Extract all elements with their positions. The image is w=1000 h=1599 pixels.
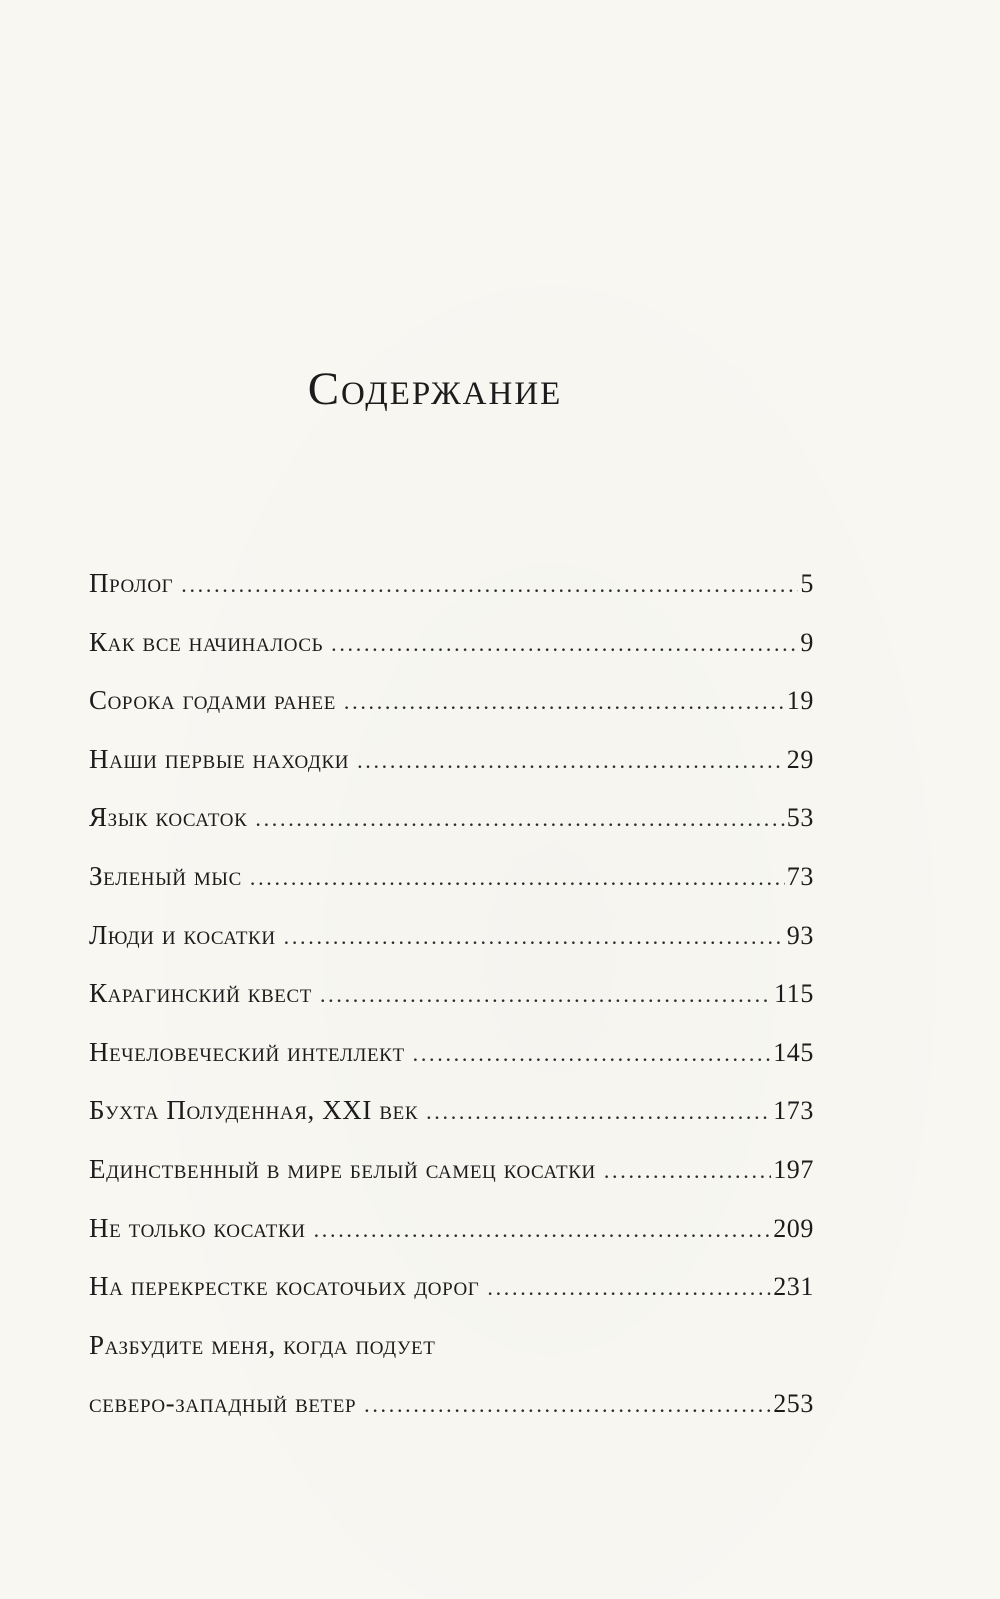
dot-leader [604,1158,771,1184]
toc-entry-title: Как все начиналось [89,626,324,657]
toc-entry-title: Нечеловеческий интеллект [89,1036,405,1067]
dot-leader [357,748,785,774]
toc-entry-title: Сорока годами ранее [89,685,336,716]
toc-entry-title: Зеленый мыс [89,860,242,891]
toc-entry-page: 29 [786,744,814,774]
toc-entry-page: 93 [786,920,814,950]
toc-entry [89,861,814,920]
toc-entry-page: 145 [773,1037,814,1067]
toc-entry-title: Единственный в мире белый самец косатки [89,1153,596,1184]
toc-entry [89,1213,814,1272]
toc-entry-page: 19 [786,686,814,716]
toc-entry-page: 197 [773,1154,814,1184]
toc-entry [89,920,814,979]
toc-entry-page: 209 [773,1213,814,1243]
toc-entry-title: На перекрестке косаточьих дорог [89,1271,480,1302]
toc-entry [89,627,814,686]
toc-entry [89,1271,814,1330]
toc-entry-page: 253 [773,1389,814,1419]
toc-entry-title: Пролог [89,568,174,598]
toc-entry-title-line2: северо-западный ветер [89,1388,357,1419]
toc-entry [89,568,814,627]
dot-leader [364,1392,771,1418]
toc-entry [89,1154,814,1213]
toc-entry [89,1037,814,1096]
toc-entry-line2 [89,1388,814,1447]
table-of-contents [89,568,814,1447]
toc-entry [89,744,814,803]
dot-leader [314,1217,772,1243]
toc-entry [89,978,814,1037]
toc-entry [89,685,814,744]
dot-leader [331,631,798,657]
toc-entry-page: 9 [800,627,814,657]
toc-entry-title: Язык косаток [89,802,248,833]
dot-leader [255,806,784,832]
dot-leader [344,689,785,715]
page-title: Содержание [307,363,563,415]
dot-leader [487,1275,771,1301]
dot-leader [413,1041,772,1067]
toc-entry-title: Карагинский квест [89,978,312,1009]
toc-entry-title: Не только косатки [89,1212,306,1243]
toc-entry-page: 73 [786,861,814,891]
toc-entry-page: 115 [774,979,814,1009]
dot-leader [250,865,785,891]
toc-entry-title-line1: Разбудите меня, когда подует [89,1329,436,1360]
toc-entry-title: Люди и косатки [89,919,276,950]
dot-leader [284,924,785,950]
toc-entry-title: Наши первые находки [89,743,350,774]
dot-leader [320,982,772,1008]
toc-entry [89,802,814,861]
toc-entry-title: Бухта Полуденная, XXI век [89,1095,419,1126]
toc-entry-page: 5 [800,569,814,598]
toc-entry [89,1095,814,1154]
toc-entry-page: 53 [786,803,814,833]
dot-leader [426,1099,771,1125]
toc-entry-page: 173 [773,1096,814,1126]
toc-entry-multiline [89,1330,814,1447]
toc-entry-page: 231 [773,1272,814,1302]
dot-leader [181,572,798,598]
